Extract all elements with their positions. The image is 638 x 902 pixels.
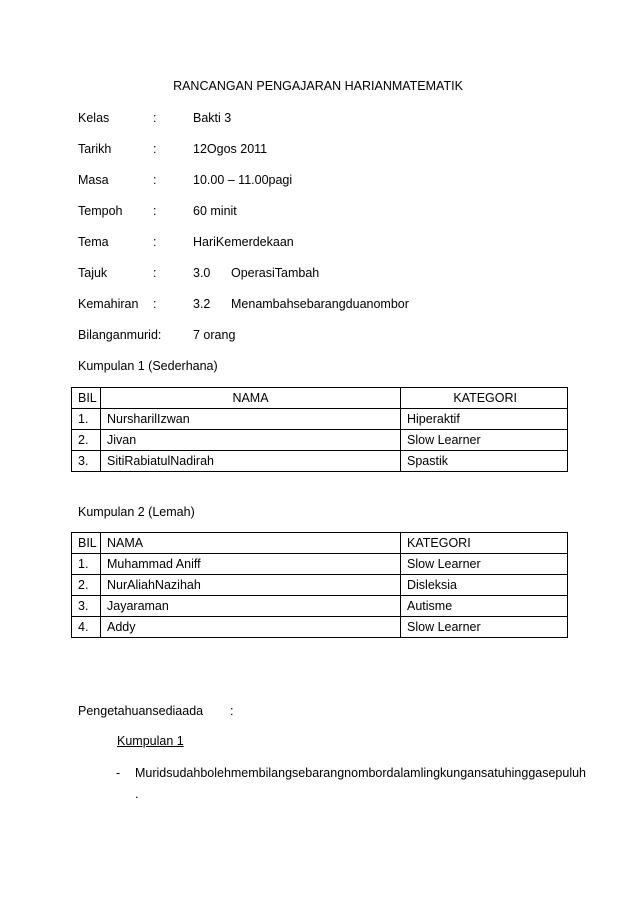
cell-nama: Jivan: [101, 430, 401, 451]
info-label-tempoh: Tempoh: [78, 204, 123, 218]
group2-table: [71, 532, 568, 638]
cell-kategori: Slow Learner: [401, 430, 568, 451]
cell-nama: NurAliahNazihah: [101, 575, 401, 596]
page-title: RANCANGAN PENGAJARAN HARIANMATEMATIK: [173, 79, 463, 93]
cell-bil: 2.: [72, 430, 101, 451]
info-value-kemahiran-text: Menambahsebarangduanombor: [231, 297, 409, 311]
info-value-bilangan: 7 orang: [193, 328, 236, 342]
bullet-text: Muridsudahbolehmembilangsebarangnombordalamlingkungansatuhinggasepuluh: [135, 766, 587, 780]
info-value-masa: 10.00 – 11.00pagi: [193, 173, 293, 187]
cell-nama: Addy: [101, 617, 401, 638]
info-colon: :: [153, 235, 157, 249]
info-value-tajuk-num: 3.0: [193, 266, 211, 280]
cell-bil: 3.: [72, 451, 101, 472]
info-label-kelas: Kelas: [78, 111, 110, 125]
header-kategori: KATEGORI: [401, 388, 568, 409]
header-nama: NAMA: [101, 388, 401, 409]
cell-bil: 1.: [72, 554, 101, 575]
header-kategori: KATEGORI: [401, 533, 568, 554]
cell-kategori: Slow Learner: [401, 554, 568, 575]
cell-nama: Muhammad Aniff: [101, 554, 401, 575]
cell-kategori: Disleksia: [401, 575, 568, 596]
cell-bil: 2.: [72, 575, 101, 596]
info-value-tajuk-text: OperasiTambah: [231, 266, 320, 280]
prior-knowledge-label: Pengetahuansediaada: [78, 704, 204, 718]
table-row: [72, 575, 568, 596]
table-row: [72, 409, 568, 430]
table-row: [72, 451, 568, 472]
prior-knowledge-colon: :: [230, 704, 234, 718]
header-bil: BIL: [72, 533, 101, 554]
info-colon: :: [153, 204, 157, 218]
header-nama: NAMA: [101, 533, 401, 554]
info-colon: :: [153, 142, 157, 156]
group2-heading: Kumpulan 2 (Lemah): [78, 505, 195, 519]
info-colon: :: [153, 297, 157, 311]
bullet-dash: -: [116, 766, 121, 780]
info-value-tema: HariKemerdekaan: [193, 235, 294, 249]
info-value-kelas: Bakti 3: [193, 111, 232, 125]
table-header-row: [72, 533, 568, 554]
cell-kategori: Autisme: [401, 596, 568, 617]
cell-bil: 4.: [72, 617, 101, 638]
cell-bil: 3.: [72, 596, 101, 617]
table-row: [72, 554, 568, 575]
info-value-kemahiran-num: 3.2: [193, 297, 211, 311]
header-bil: BIL: [72, 388, 101, 409]
table-header-row: [72, 388, 568, 409]
info-colon: :: [153, 173, 157, 187]
cell-kategori: Spastik: [401, 451, 568, 472]
cell-nama: Jayaraman: [101, 596, 401, 617]
group1-heading: Kumpulan 1 (Sederhana): [78, 359, 218, 373]
info-label-masa: Masa: [78, 173, 109, 187]
cell-kategori: Hiperaktif: [401, 409, 568, 430]
info-value-tarikh: 12Ogos 2011: [193, 142, 268, 156]
prior-knowledge-subheading: Kumpulan 1: [117, 734, 184, 748]
info-value-tempoh: 60 minit: [193, 204, 237, 218]
bullet-end: .: [135, 787, 139, 801]
info-colon: :: [153, 266, 157, 280]
table-row: [72, 596, 568, 617]
info-label-tarikh: Tarikh: [78, 142, 112, 156]
info-label-kemahiran: Kemahiran: [78, 297, 139, 311]
table-row: [72, 430, 568, 451]
info-label-tajuk: Tajuk: [78, 266, 108, 280]
info-colon: :: [153, 111, 157, 125]
cell-bil: 1.: [72, 409, 101, 430]
info-label-bilangan: Bilanganmurid:: [78, 328, 162, 342]
cell-kategori: Slow Learner: [401, 617, 568, 638]
cell-nama: SitiRabiatulNadirah: [101, 451, 401, 472]
info-label-tema: Tema: [78, 235, 109, 249]
cell-nama: NursharilIzwan: [101, 409, 401, 430]
table-row: [72, 617, 568, 638]
group1-table: [71, 387, 568, 472]
